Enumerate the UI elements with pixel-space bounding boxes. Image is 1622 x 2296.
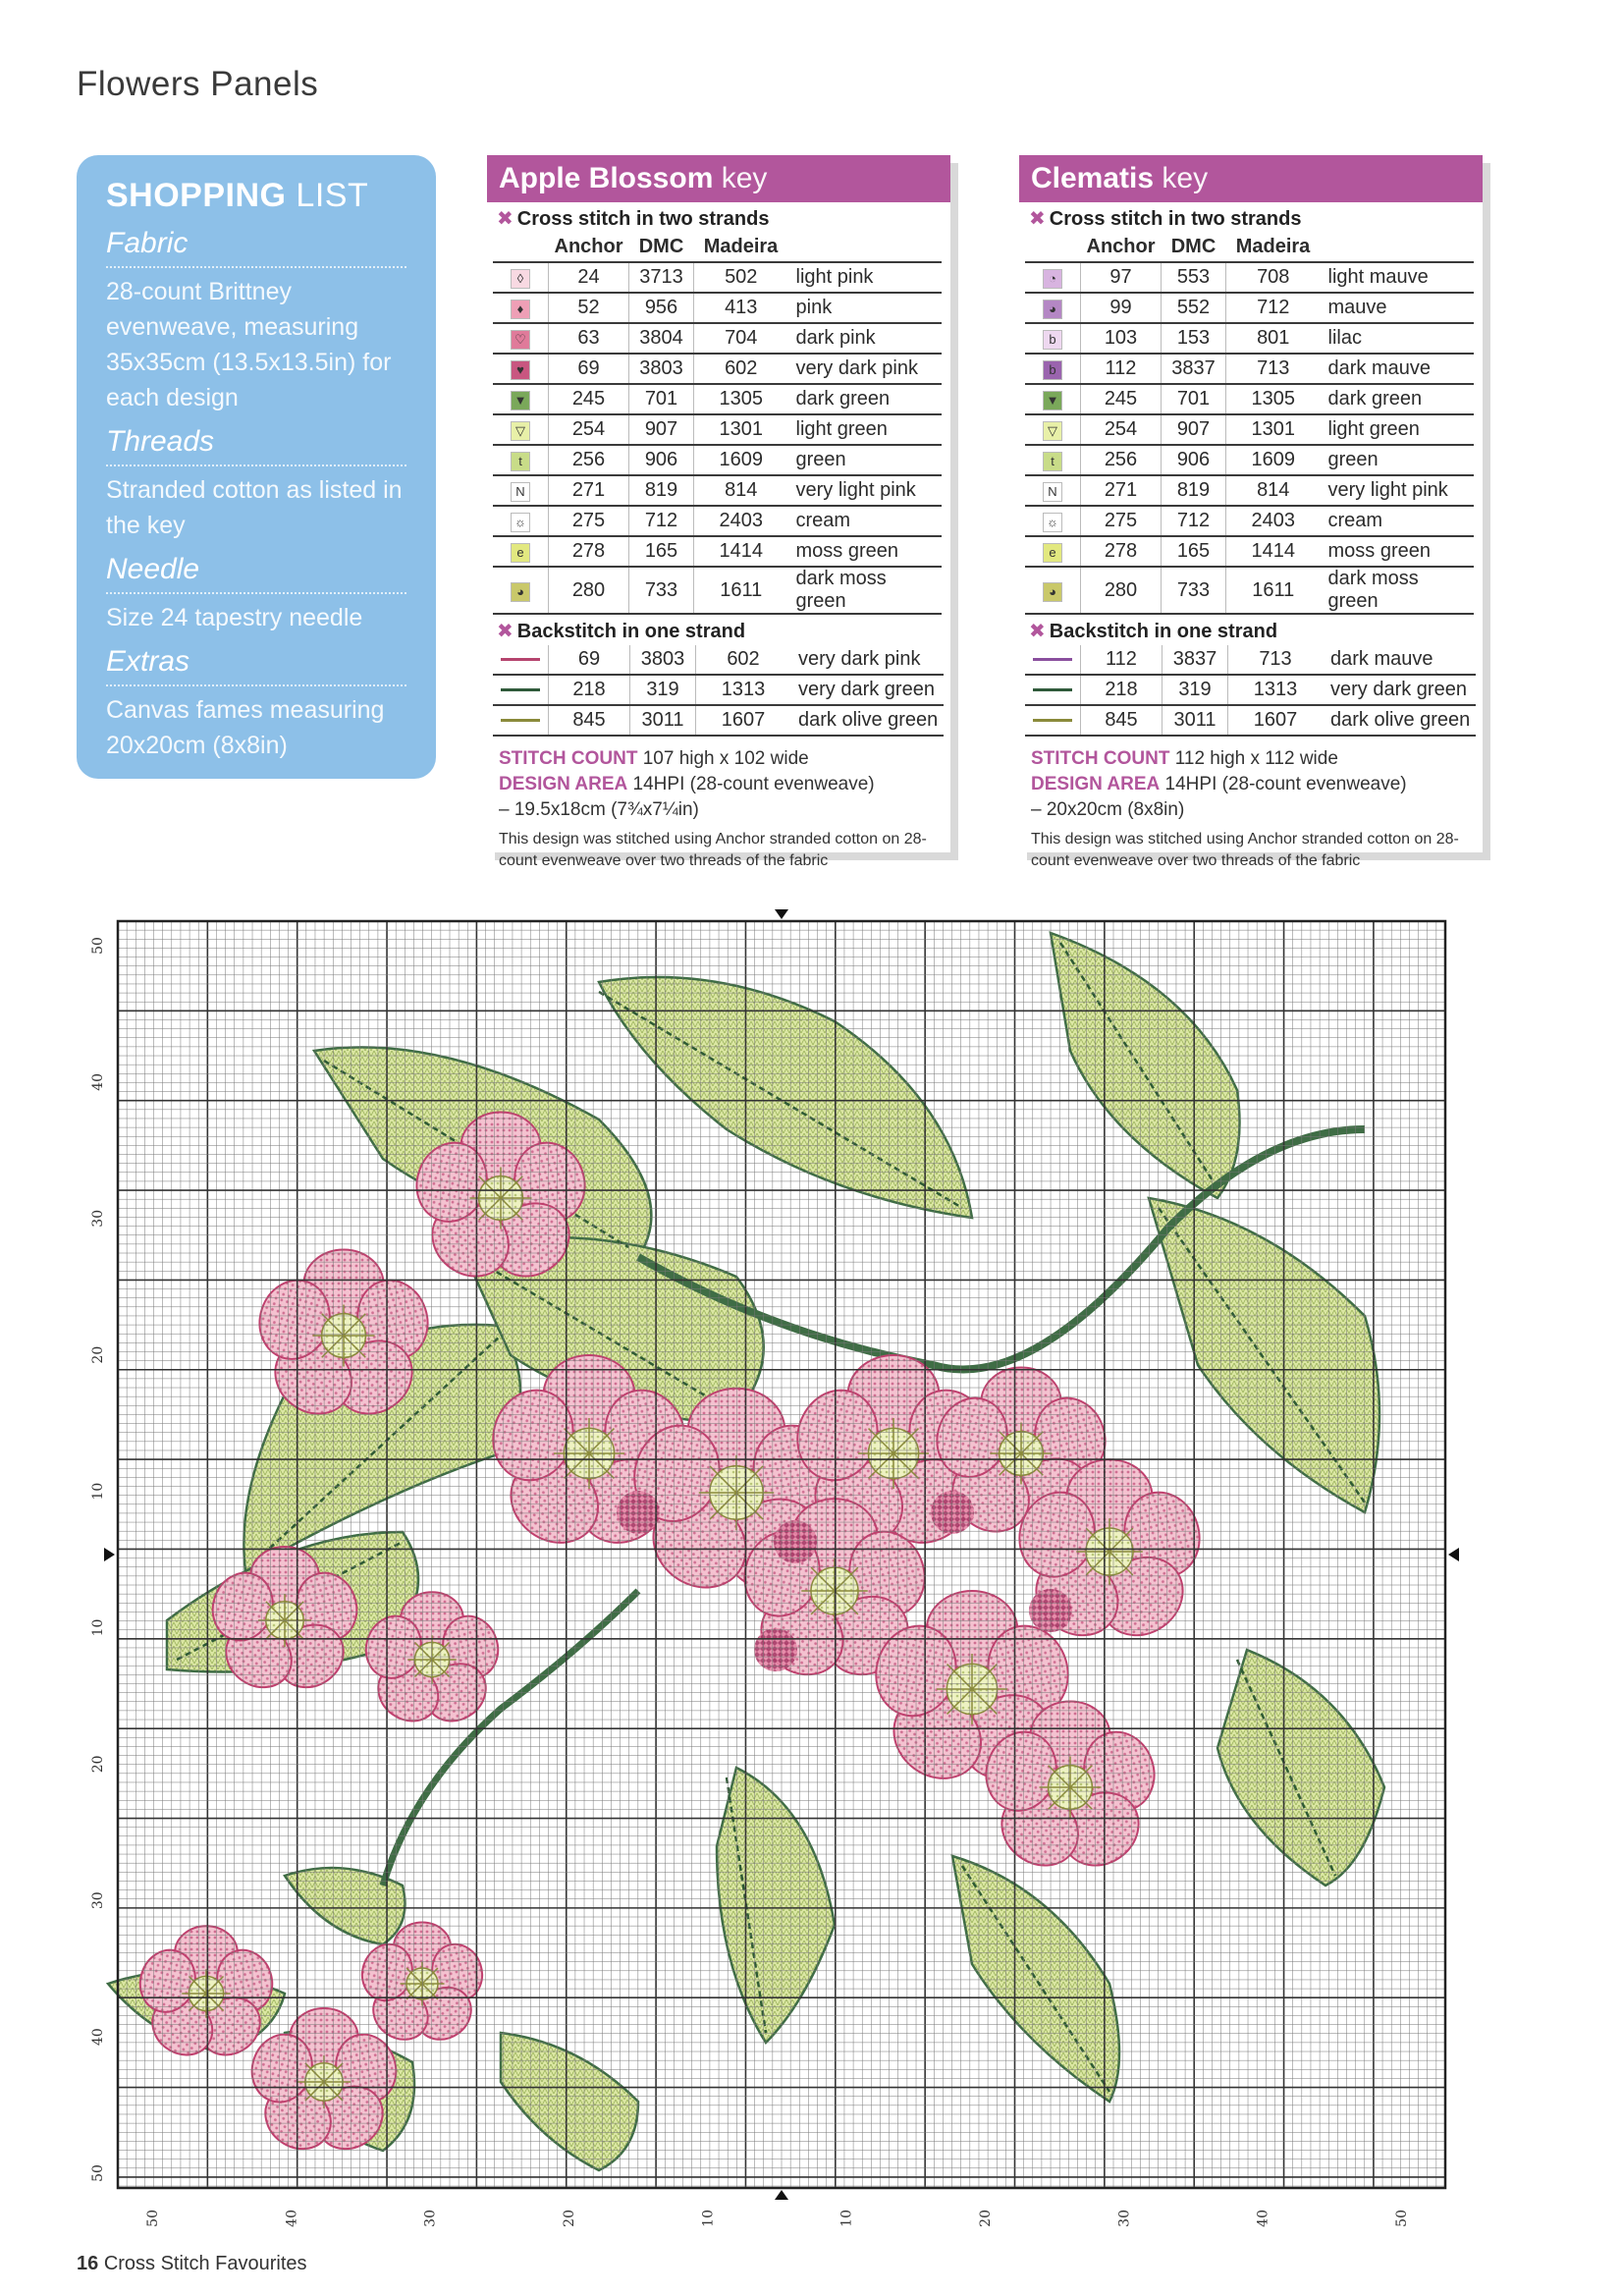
apple-key-title: Apple Blossom key [487,155,950,202]
backstitch-line-icon [1033,719,1072,722]
axis-label-bottom: 30 [422,2210,439,2227]
axis-label-left: 20 [90,1755,106,1774]
thread-row: ▽ 254 907 1301 light green [1025,414,1474,445]
shopping-item-text: Size 24 tapestry needle [106,604,363,631]
centre-arrow-bottom-icon [775,2190,788,2200]
thread-row: e 278 165 1414 moss green [1025,536,1474,567]
symbol-icon: ♥ [511,360,530,380]
chart-grid [88,903,1463,2227]
apple-thread-table [493,233,942,615]
symbol-icon: t [511,452,530,471]
shopping-item-text: Canvas fames measuring 20x20cm (8x8in) [106,696,385,759]
backstitch-row: 218 319 1313 very dark green [493,675,944,705]
backstitch-line-icon [1033,688,1072,691]
symbol-icon: N [511,482,530,502]
stitch-info: STITCH COUNT 107 high x 102 wide DESIGN AREA 14HPI (28-count evenweave) – 19.5x18cm (7¾x7¼in) This design was stitched using Anchor stranded cotton on 28-count evenweave over two threads of the fabric [499,748,927,869]
apple-blossom-key [487,155,950,869]
thread-row: ◕ 280 733 1611 dark moss green [1025,567,1474,614]
thread-row: ♦ 52 956 413 pink [493,293,942,323]
thread-row: e 278 165 1414 moss green [493,536,942,567]
thread-row: b 103 153 801 lilac [1025,323,1474,354]
thread-row: ◊ 24 3713 502 light pink [493,262,942,293]
symbol-icon: ☼ [511,513,530,532]
backstitch-line-icon [1033,658,1072,661]
symbol-icon: ♦ [511,300,530,319]
backstitch-row: 69 3803 602 very dark pink [493,645,944,675]
backstitch-line-icon [501,688,540,691]
axis-label-left: 30 [90,1891,106,1910]
cross-icon: ✖ [1029,208,1046,230]
centre-arrow-right-icon [1448,1548,1459,1561]
col-dmc: DMC [1162,233,1226,262]
cross-icon: ✖ [497,621,514,642]
thread-row: ☼ 275 712 2403 cream [1025,506,1474,536]
symbol-icon: t [1043,452,1062,471]
cross-stitch-label: ✖ Cross stitch in two strands [1029,208,1302,230]
axis-label-left: 20 [90,1345,106,1364]
clematis-thread-table [1025,233,1474,615]
shopping-item-text: 28-count Brittney evenweave, measuring 35x35cm (13.5x13.5in) for each design [106,278,392,411]
axis-label-bottom: 40 [1255,2210,1271,2227]
symbol-icon: ▼ [511,391,530,410]
backstitch-line-icon [501,658,540,661]
shopping-category: Needle [106,553,406,594]
symbol-icon: b [1043,330,1062,350]
symbol-icon: e [1043,543,1062,563]
centre-arrow-left-icon [104,1548,115,1561]
backstitch-row: 112 3837 713 dark mauve [1025,645,1476,675]
thread-row: N 271 819 814 very light pink [1025,475,1474,506]
shopping-category: Extras [106,645,406,686]
symbol-icon: ◕ [1043,300,1062,319]
clematis-key [1019,155,1483,869]
col-anchor: Anchor [1081,233,1162,262]
shopping-category: Fabric [106,227,406,268]
cross-stitch-chart [88,903,1463,2227]
apple-backstitch-table [493,645,944,737]
axis-label-bottom: 50 [145,2210,161,2227]
symbol-icon: e [511,543,530,563]
clematis-key-title: Clematis key [1019,155,1483,202]
symbol-icon: ▽ [1043,421,1062,441]
axis-label-bottom: 20 [978,2210,994,2227]
thread-row: ◔ 97 553 708 light mauve [1025,262,1474,293]
backstitch-row: 218 319 1313 very dark green [1025,675,1476,705]
axis-label-left: 40 [90,2028,106,2047]
thread-row: ◕ 99 552 712 mauve [1025,293,1474,323]
thread-row: b 112 3837 713 dark mauve [1025,354,1474,384]
cross-icon: ✖ [1029,621,1046,642]
thread-row: t 256 906 1609 green [493,445,942,475]
col-anchor: Anchor [549,233,629,262]
axis-label-bottom: 10 [838,2210,855,2227]
backstitch-label: ✖ Backstitch in one strand [1029,621,1278,642]
cross-icon: ✖ [497,208,514,230]
axis-label-bottom: 40 [284,2210,300,2227]
symbol-icon: ▼ [1043,391,1062,410]
cross-stitch-label: ✖ Cross stitch in two strands [497,208,770,230]
axis-label-left: 50 [90,937,106,955]
thread-row: ☼ 275 712 2403 cream [493,506,942,536]
shopping-list-title: SHOPPING LIST [106,177,369,214]
backstitch-row: 845 3011 1607 dark olive green [493,705,944,736]
clematis-backstitch-table [1025,645,1476,737]
symbol-icon: ☼ [1043,513,1062,532]
thread-row: ♥ 69 3803 602 very dark pink [493,354,942,384]
shopping-category: Threads [106,425,406,466]
thread-row: t 256 906 1609 green [1025,445,1474,475]
axis-label-left: 40 [90,1072,106,1091]
backstitch-line-icon [501,719,540,722]
thread-row: ♡ 63 3804 704 dark pink [493,323,942,354]
col-dmc: DMC [629,233,694,262]
col-madeira: Madeira [1226,233,1321,262]
page-title: Flowers Panels [77,65,319,103]
axis-label-left: 10 [90,1618,106,1637]
thread-row: ▼ 245 701 1305 dark green [1025,384,1474,414]
shopping-list-panel [77,155,436,779]
axis-label-bottom: 30 [1116,2210,1133,2227]
symbol-icon: ◔ [1043,269,1062,289]
symbol-icon: ♡ [511,330,530,350]
symbol-icon: N [1043,482,1062,502]
shopping-item-text: Stranded cotton as listed in the key [106,476,403,539]
thread-row: ◕ 280 733 1611 dark moss green [493,567,942,614]
axis-label-left: 30 [90,1209,106,1228]
axis-label-bottom: 50 [1394,2210,1410,2227]
axis-label-left: 10 [90,1482,106,1501]
thread-row: ▼ 245 701 1305 dark green [493,384,942,414]
thread-row: ▽ 254 907 1301 light green [493,414,942,445]
centre-arrow-top-icon [775,909,788,919]
thread-row: N 271 819 814 very light pink [493,475,942,506]
axis-label-bottom: 10 [700,2210,717,2227]
backstitch-row: 845 3011 1607 dark olive green [1025,705,1476,736]
col-madeira: Madeira [694,233,788,262]
symbol-icon: ◊ [511,269,530,289]
backstitch-label: ✖ Backstitch in one strand [497,621,746,642]
symbol-icon: ◕ [511,582,530,602]
symbol-icon: b [1043,360,1062,380]
page-footer: 16 Cross Stitch Favourites [77,2253,307,2274]
symbol-icon: ▽ [511,421,530,441]
axis-label-bottom: 20 [562,2210,577,2227]
axis-label-left: 50 [90,2164,106,2182]
symbol-icon: ◕ [1043,582,1062,602]
stitch-info: STITCH COUNT 112 high x 112 wide DESIGN AREA 14HPI (28-count evenweave) – 20x20cm (8x8in) This design was stitched using Anchor stranded cotton on 28-count evenweave over two threads of the fabric [1031,748,1459,869]
